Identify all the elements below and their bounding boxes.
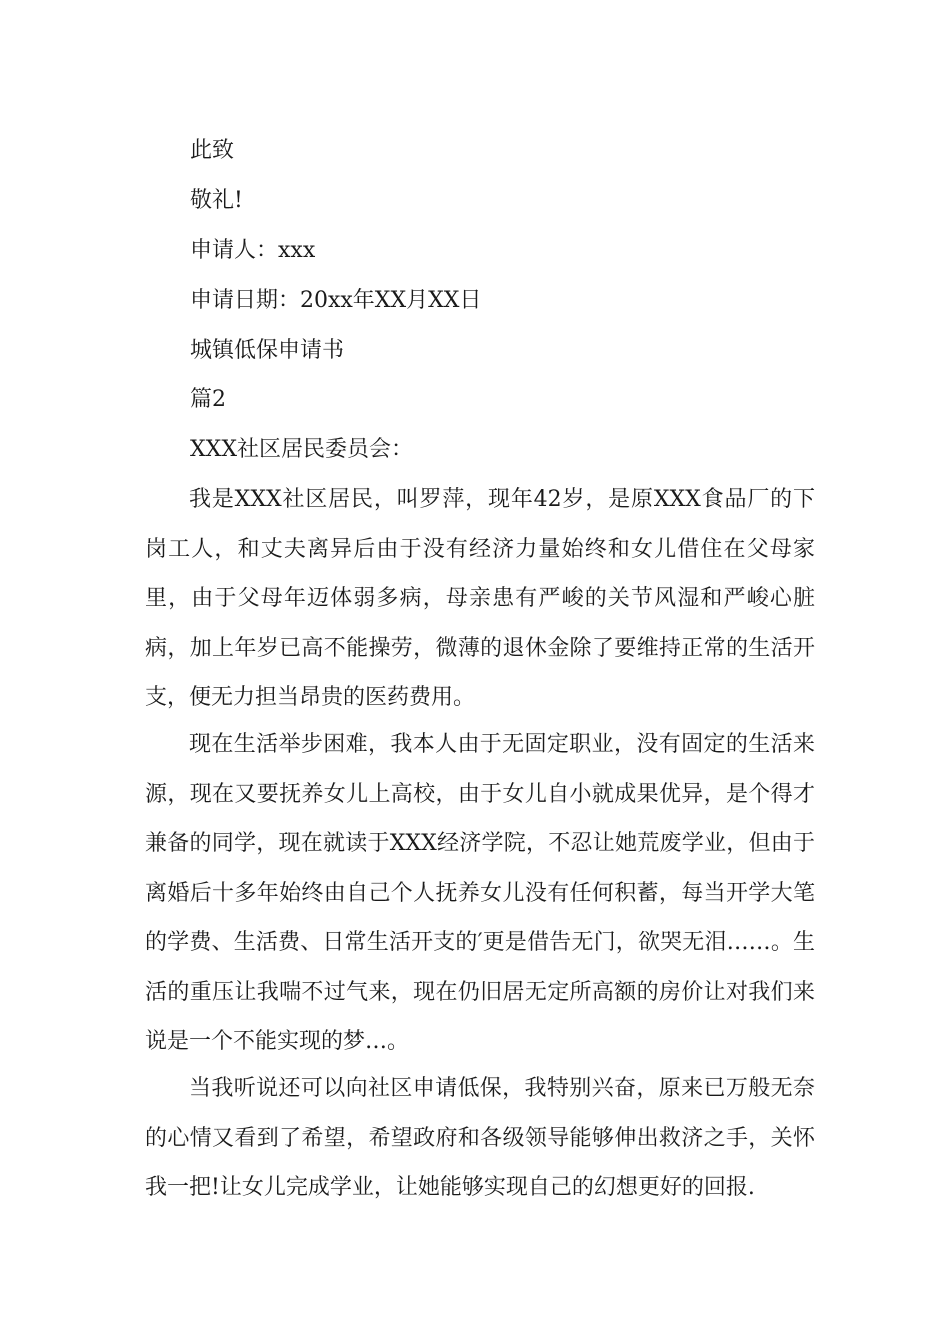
salute-line: 敬礼! <box>190 188 243 213</box>
document-title: 城镇低保申请书 <box>190 338 345 363</box>
paragraph-3: 当我听说还可以向社区申请低保，我特别兴奋，原来已万般无奈的心情又看到了希望，希望政府和各级领导能够伸出救济之手，关怀我一把!让女儿完成学业，让她能够实现自己的幻想更好的回报. <box>145 1076 815 1200</box>
date-line: 申请日期：20xx年XX月XX日 <box>190 288 482 313</box>
paragraph-2: 现在生活举步困难，我本人由于无固定职业，没有固定的生活来源，现在又要抚养女儿上高校，由于女儿自小就成果优异，是个得才兼备的同学，现在就读于XXX经济学院，不忍让她荒废学业，但由于离婚后十多年始终由自己个人抚养女儿没有任何积蓄，每当开学大笔的学费、生活费、日常生活开支的′更是借告无门，欲哭无泪……。生活的重压让我喘不过气来，现在仍旧居无定所高额的房价让对我们来说是一个不能实现的梦…。 <box>145 732 815 1054</box>
addressee-line: XXX社区居民委员会： <box>190 437 413 462</box>
closing-line: 此致 <box>190 138 235 163</box>
applicant-line: 申请人：xxx <box>190 238 316 263</box>
paragraph-1: 我是XXX社区居民，叫罗萍，现年42岁，是原XXX食品厂的下岗工人，和丈夫离异后由于没有经济力量始终和女儿借住在父母家里，由于父母年迈体弱多病，母亲患有严峻的关节风湿和严峻心脏病，加上年岁已高不能操劳，微薄的退休金除了要维持正常的生活开支，便无力担当昂贵的医药费用。 <box>145 487 815 710</box>
section-label: 篇2 <box>190 387 226 412</box>
